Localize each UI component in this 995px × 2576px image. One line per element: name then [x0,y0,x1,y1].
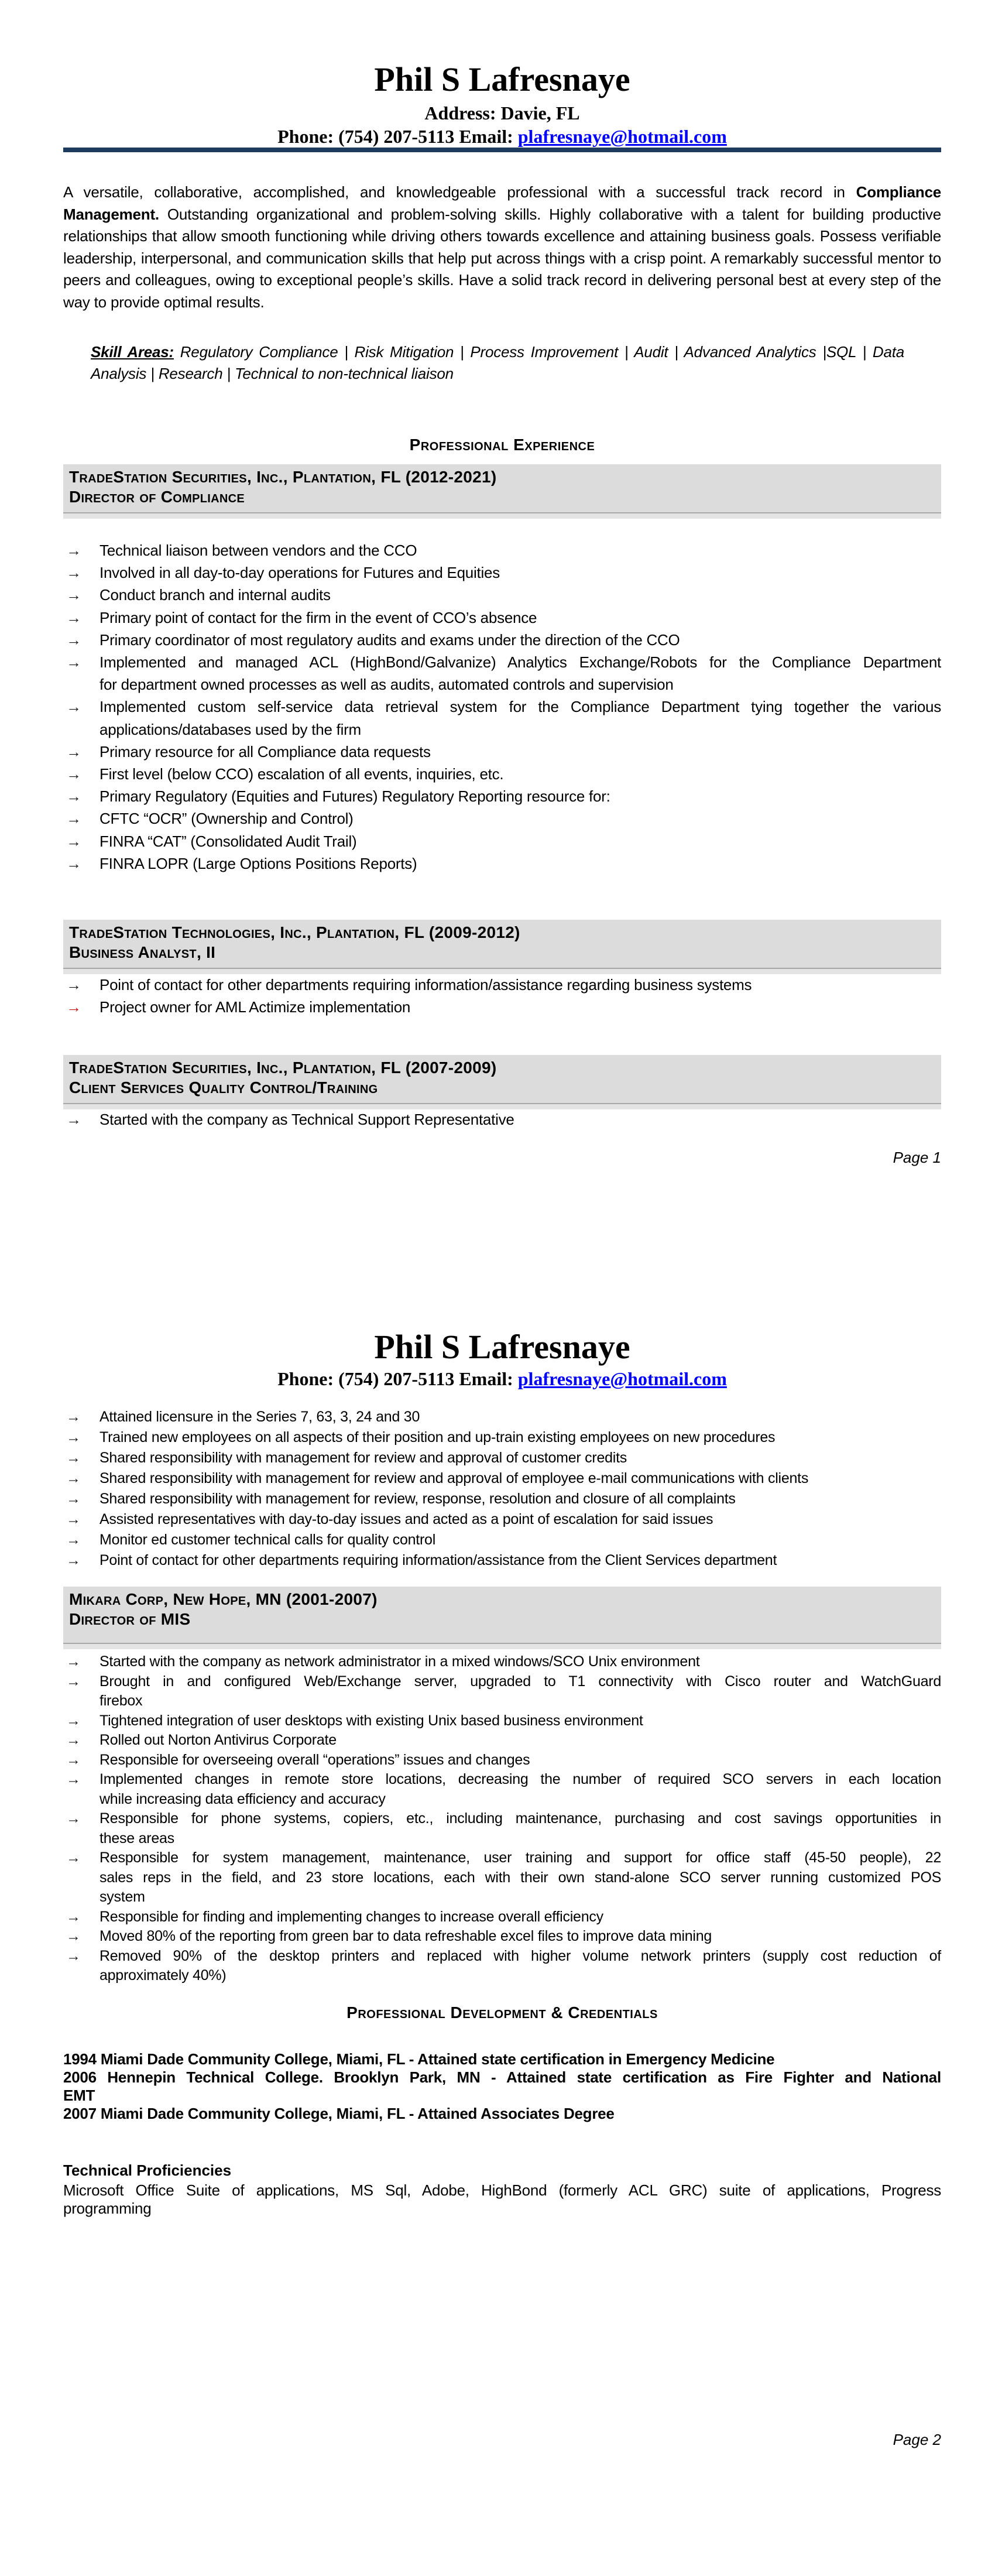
header-divider-rule [63,148,941,152]
arrow-bullet-icon: → [66,854,81,872]
bullet-line: Started with the company as Technical Support Representative [100,1111,514,1128]
page1-footer-label: Page 1 [893,1149,941,1166]
arrow-bullet-icon: → [66,1908,81,1925]
arrow-bullet-icon: → [66,1712,81,1729]
list-item [63,1509,941,1530]
skill-areas [91,341,904,385]
job-bullets-client-services [63,1108,941,1131]
arrow-bullet-icon: → [66,1673,81,1690]
bullet-line: system [100,1889,145,1905]
bullet-line: Project owner for AML Actimize implementation [100,998,411,1016]
bullet-line: Primary resource for all Compliance data requests [100,742,431,761]
page2-contact-line [63,1368,941,1390]
arrow-bullet-icon: → [66,1653,81,1670]
list-item [63,1652,941,1672]
text-line-group [63,2050,941,2068]
arrow-bullet-icon: → [66,586,81,604]
list-item [63,1530,941,1550]
list-item [63,974,941,996]
list-item [63,1108,941,1131]
arrow-bullet-icon: → [66,698,81,716]
bullet-line: Responsible for finding and implementing changes to increase overall efficiency [100,1908,603,1925]
list-item [63,1770,941,1809]
page1-name: Phil S Lafresnaye [374,60,630,98]
list-item [63,1947,941,1986]
list-item [63,629,941,651]
section-heading-professional-experience: Professional Experience [409,436,595,454]
job-title: Director of MIS [69,1610,191,1628]
arrow-bullet-icon: → [66,1511,81,1527]
list-item [63,561,941,584]
list-item [63,1809,941,1848]
list-item [63,1751,941,1770]
bullet-line: Rolled out Norton Antivirus Corporate [100,1732,337,1748]
list-item [63,1711,941,1731]
text-line: programming [63,2199,152,2217]
bullet-line: Implemented changes in remote store locations, decreasing the number of required SCO servers in each location [100,1771,941,1787]
bullet-line: CFTC “OCR” (Ownership and Control) [100,810,354,828]
bullet-line: Primary Regulatory (Equities and Futures) Regulatory Reporting resource for: [100,787,610,806]
job-header-tradestation-technologies-2009 [63,920,941,974]
page1-email-link[interactable]: plafresnaye@hotmail.com [517,126,727,147]
list-item [63,1907,941,1927]
arrow-bullet-icon: → [66,1409,81,1425]
text-line: Microsoft Office Suite of applications, MS Sql, Adobe, HighBond (formerly ACL GRC) suite of applications, Progress [63,2181,941,2199]
bullet-line: Primary coordinator of most regulatory audits and exams under the direction of the CCO [100,631,680,649]
arrow-bullet-icon: → [66,832,81,850]
technical-proficiencies-heading: Technical Proficiencies [63,2161,232,2179]
bullet-line: Technical liaison between vendors and the CCO [100,542,417,559]
list-item [63,996,941,1018]
bullet-line: Moved 80% of the reporting from green bar to data refreshable excel files to improve data mining [100,1928,712,1944]
text-line: 1994 Miami Dade Community College, Miami, FL - Attained state certification in Emergency Medicine [63,2050,775,2068]
list-item [63,852,941,875]
list-item [63,1672,941,1711]
bullet-line: Assisted representatives with day-to-day issues and acted as a point of escalation for said issues [100,1511,713,1527]
list-item [63,539,941,561]
text-line: 2006 Hennepin Technical College. Brooklyn Park, MN - Attained state certification as Fire Fighter and National [63,2068,941,2086]
text-line: 2007 Miami Dade Community College, Miami, FL - Attained Associates Degree [63,2105,615,2122]
page1-contact-line [63,125,941,148]
job-box-tail [63,513,941,519]
text-line-group [63,2181,941,2217]
bullet-line: Shared responsibility with management for review and approval of customer credits [100,1450,627,1466]
skill-areas-label: Skill Areas: [91,343,174,361]
list-item [63,785,941,807]
job-company: TradeStation Securities, Inc., Plantation, FL (2012-2021) [69,468,497,486]
arrow-bullet-icon: → [66,1111,81,1128]
bullet-line: these areas [100,1830,174,1847]
page2-intro-bullets [63,1407,941,1571]
bullet-line: Implemented custom self-service data retrieval system for the Compliance Department tying together the various [100,698,941,716]
arrow-bullet-icon: → [66,1532,81,1548]
bullet-line: sales reps in the field, and 23 store locations, each with their own stand-alone SCO server running customized POS [100,1869,941,1886]
arrow-bullet-icon: → [66,564,81,582]
text-line: EMT [63,2087,95,2104]
technical-proficiencies-text [63,2181,941,2217]
bullet-line: Point of contact for other departments requiring information/assistance regarding business systems [100,976,752,994]
list-item [63,696,941,740]
arrow-bullet-icon: → [66,1732,81,1748]
list-item [63,763,941,785]
bullet-line: Shared responsibility with management for review and approval of employee e-mail communications with clients [100,1470,809,1486]
bullet-line: applications/databases used by the firm [100,720,361,738]
bullet-line: Removed 90% of the desktop printers and replaced with higher volume network printers (supply cost reduction of [100,1947,941,1964]
arrow-bullet-icon: → [66,1429,81,1445]
list-item [63,741,941,763]
bullet-line: Primary point of contact for the firm in the event of CCO’s absence [100,608,537,626]
list-item [63,1468,941,1489]
bullet-line: approximately 40%) [100,1967,227,1984]
summary-paragraph [63,181,941,313]
list-item [63,1427,941,1448]
bullet-line: Attained licensure in the Series 7, 63, 3, 24 and 30 [100,1409,420,1425]
arrow-bullet-icon: → [66,1849,81,1866]
text-line-group [63,2068,941,2105]
arrow-bullet-icon: → [66,1552,81,1568]
bullet-line: Tightened integration of user desktops with existing Unix based business environment [100,1712,643,1729]
job-bullets-director-of-compliance [63,539,941,875]
skill-areas-text: Regulatory Compliance | Risk Mitigation | Process Improvement | Audit | Advanced Analytics |SQL | Data Analysis | Research | Technical to non-technical liaison [91,343,904,382]
arrow-bullet-icon: → [66,608,81,626]
bullet-line: Monitor ed customer technical calls for quality control [100,1532,436,1548]
bullet-line: Brought in and configured Web/Exchange server, upgraded to T1 connectivity with Cisco router and WatchGuard [100,1673,941,1690]
arrow-bullet-icon: → [66,1928,81,1944]
bullet-line: First level (below CCO) escalation of all events, inquiries, etc. [100,765,504,783]
list-item [63,1550,941,1571]
bullet-line: Responsible for overseeing overall “operations” issues and changes [100,1751,530,1768]
bullet-line: Trained new employees on all aspects of their position and up-train existing employees on new procedures [100,1429,776,1445]
page1-address: Address: Davie, FL [424,102,580,124]
arrow-bullet-icon: → [66,1751,81,1768]
list-item [63,830,941,852]
job-company: TradeStation Technologies, Inc., Plantation, FL (2009-2012) [69,923,520,941]
arrow-bullet-icon: → [66,810,81,828]
list-item [63,584,941,606]
bullet-line: Involved in all day-to-day operations for Futures and Equities [100,564,500,582]
list-item [63,1448,941,1468]
summary-bold: Compliance Management. [63,183,941,223]
job-bullets-business-analyst [63,974,941,1018]
summary-post: Outstanding organizational and problem-solving skills. Highly collaborative with a talent for building productive relationships that allow smooth functioning while driving others towards excellence and attaining business goals. Possess verifiable leadership, interpersonal, and communication skills that help put across things with a crisp point. A remarkably successful mentor to peers and colleagues, owing to exceptional people’s skills. Have a solid track record in delivering personal best at every step of the way to provide optimal results. [63,205,941,311]
list-item [63,1731,941,1751]
arrow-bullet-icon: → [66,976,81,994]
bullet-line: Responsible for system management, maintenance, user training and support for office staff (45-50 people), 22 [100,1849,941,1866]
list-item [63,651,941,696]
bullet-line: Started with the company as network administrator in a mixed windows/SCO Unix environment [100,1653,700,1670]
job-title: Director of Compliance [69,488,245,506]
list-item [63,1927,941,1947]
bullet-line: firebox [100,1693,143,1709]
bullet-line: while increasing data efficiency and accuracy [100,1790,386,1807]
list-item [63,1407,941,1427]
bullet-line: FINRA “CAT” (Consolidated Audit Trail) [100,832,357,850]
arrow-bullet-icon: → [66,742,81,761]
arrow-bullet-icon: → [66,631,81,649]
job-box-tail [63,1644,941,1649]
bullet-line: Conduct branch and internal audits [100,586,331,604]
bullet-line: for department owned processes as well as audits, automated controls and supervision [100,676,674,694]
job-header-tradestation-securities-2007 [63,1055,941,1109]
red-arrow-bullet-icon: → [66,998,81,1016]
bullet-line: Point of contact for other departments requiring information/assistance from the Client Services department [100,1552,777,1568]
arrow-bullet-icon: → [66,787,81,806]
job-title: Client Services Quality Control/Training [69,1078,378,1097]
list-item [63,607,941,629]
page2-footer-label: Page 2 [893,2431,941,2448]
arrow-bullet-icon: → [66,1947,81,1964]
job-company: TradeStation Securities, Inc., Plantation, FL (2007-2009) [69,1059,497,1077]
section-heading-professional-development: Professional Development & Credentials [346,2003,658,2022]
list-item [63,1848,941,1907]
arrow-bullet-icon: → [66,1771,81,1787]
job-title: Business Analyst, II [69,943,216,961]
page2-phone-label: Phone: (754) 207-5113 Email: [277,1368,518,1389]
arrow-bullet-icon: → [66,1810,81,1827]
page2-name: Phil S Lafresnaye [374,1328,630,1366]
arrow-bullet-icon: → [66,765,81,783]
list-item [63,807,941,830]
credentials-list [63,2050,941,2123]
job-header-tradestation-securities-2012 [63,464,941,519]
job-company: Mikara Corp, New Hope, MN (2001-2007) [69,1590,378,1608]
bullet-line: Implemented and managed ACL (HighBond/Galvanize) Analytics Exchange/Robots for the Compliance Department [100,653,941,672]
text-line-group [63,2105,941,2123]
list-item [63,1489,941,1509]
bullet-line: Responsible for phone systems, copiers, etc., including maintenance, purchasing and cost savings opportunities in [100,1810,941,1827]
arrow-bullet-icon: → [66,1450,81,1466]
job-bullets-director-of-mis [63,1652,941,1986]
arrow-bullet-icon: → [66,653,81,672]
arrow-bullet-icon: → [66,1470,81,1486]
page2-email-link[interactable]: plafresnaye@hotmail.com [517,1368,727,1389]
job-header-mikara-corp [63,1587,941,1649]
arrow-bullet-icon: → [66,542,81,559]
page1-phone-label: Phone: (754) 207-5113 Email: [277,126,518,147]
bullet-line: Shared responsibility with management for review, response, resolution and closure of all complaints [100,1491,736,1507]
summary-pre: A versatile, collaborative, accomplished, and knowledgeable professional with a successful track record in [63,183,856,201]
bullet-line: FINRA LOPR (Large Options Positions Reports) [100,854,417,872]
arrow-bullet-icon: → [66,1491,81,1507]
